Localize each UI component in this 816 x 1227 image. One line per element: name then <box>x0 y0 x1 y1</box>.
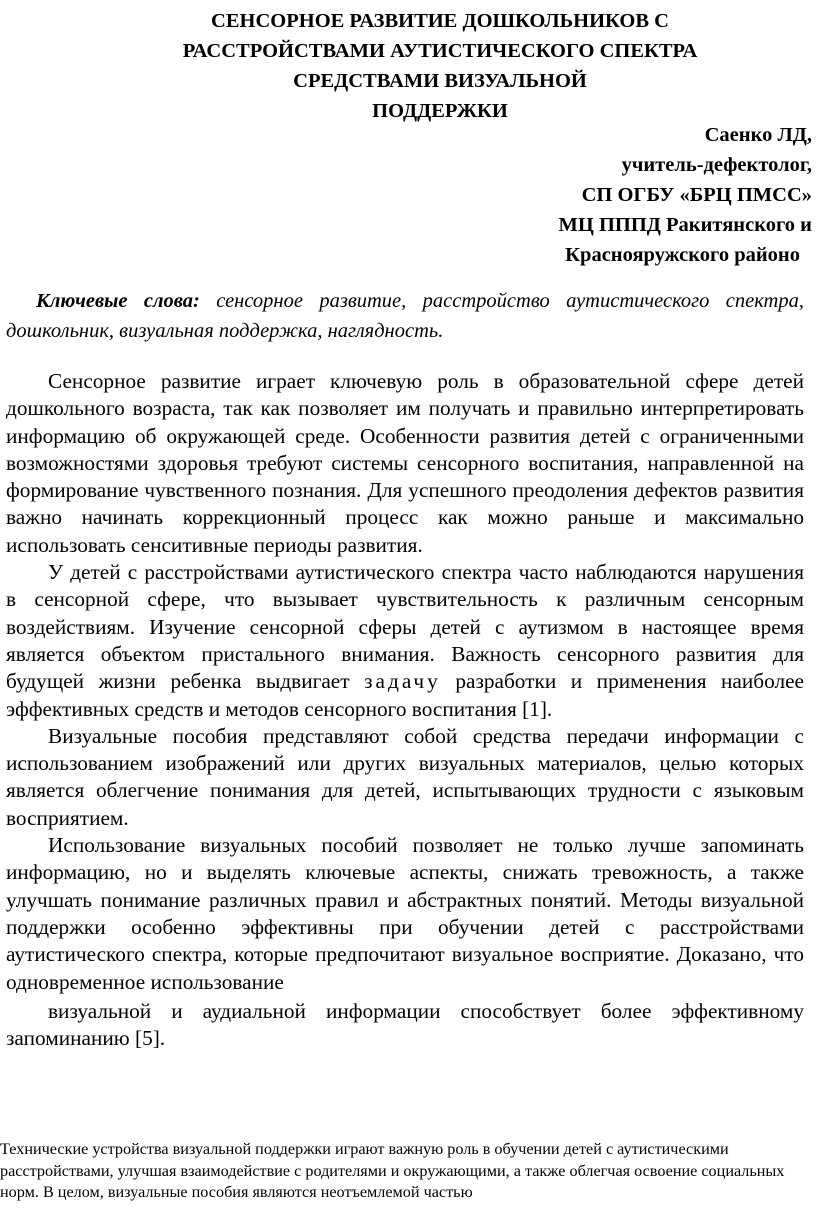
document-title <box>100 6 780 126</box>
paragraph-4: Использование визуальных пособий позволяет не только лучше запоминать информацию, но и выделять ключевые аспекты, снижать тревожность, а также улучшать понимание различных правил и абстрактных понятий. Методы визуальной поддержки особенно эффективны при обучении детей с расстройствами аутистического спектра, которые предпочитают визуальное восприятие. Доказано, что одновременное использование <box>6 833 804 994</box>
author-org-3: Краснояружского районо <box>565 244 800 266</box>
article-body <box>6 368 804 1052</box>
paragraph-2-text: У детей с расстройствами аутистического спектра часто наблюдаются нарушения в сенсорной сфере, что вызывает чувствительность к различным сенсорным воздействиям. Изучение сенсорной сферы детей с аутизмом в настоящее время является объектом пристального внимания. Важность сенсорного развития для будущей жизни ребенка выдвигает <box>6 560 804 694</box>
paragraph-5: Технические устройства визуальной поддержки играют важную роль в обучении детей с аутистическими расстройствами, улучшая взаимодействие с родителями и окружающими, а также облегчая освоение социальных норм. В целом, визуальные пособия являются неотъемлемой частью <box>0 1140 785 1201</box>
paragraph-2-text-end: разработки и применения наиболее эффективных средств и методов сенсорного воспитания [1]. <box>6 669 805 721</box>
author-block <box>559 120 812 270</box>
keywords-section <box>6 286 804 346</box>
author-org-2: МЦ ПППД Ракитянского и <box>558 214 812 236</box>
keywords-label: Ключевые слова: <box>36 290 200 312</box>
paragraph-2-spaced-word: задачу <box>364 669 441 694</box>
paragraph-2 <box>6 559 804 723</box>
title-line-2: РАССТРОЙСТВАМИ АУТИСТИЧЕСКОГО СПЕКТРА <box>182 40 698 62</box>
small-paragraph <box>0 1139 810 1204</box>
title-line-1: СЕНСОРНОЕ РАЗВИТИЕ ДОШКОЛЬНИКОВ С <box>211 10 669 32</box>
title-line-3: СРЕДСТВАМИ ВИЗУАЛЬНОЙ <box>293 70 587 92</box>
author-position: учитель-дефектолог, <box>621 154 812 176</box>
paragraph-1: Сенсорное развитие играет ключевую роль в образовательной сфере детей дошкольного возраста, так как позволяет им получать и правильно интерпретировать информацию об окружающей среде. Особенности развития детей с ограниченными возможностями здоровья требуют системы сенсорного воспитания, направленной на формирование чувственного познания. Для успешного преодоления дефектов развития важно начинать коррекционный процесс как можно раньше и максимально использовать сенситивные периоды развития. <box>6 369 804 557</box>
author-org-1: СП ОГБУ «БРЦ ПМСС» <box>581 184 812 206</box>
author-name: Саенко ЛД, <box>704 124 812 146</box>
paragraph-4-continuation: визуальной и аудиальной информации способствует более эффективному запоминанию [5]. <box>6 998 804 1051</box>
title-line-4: ПОДДЕРЖКИ <box>372 100 508 122</box>
paragraph-3: Визуальные пособия представляют собой средства передачи информации с использованием изображений или других визуальных материалов, целью которых является облегчение понимания для детей, испытывающих трудности с языковым восприятием. <box>6 723 804 830</box>
keywords-text: сенсорное развитие, расстройство аутистического спектра, дошкольник, визуальная поддержка, наглядность. <box>6 290 804 342</box>
